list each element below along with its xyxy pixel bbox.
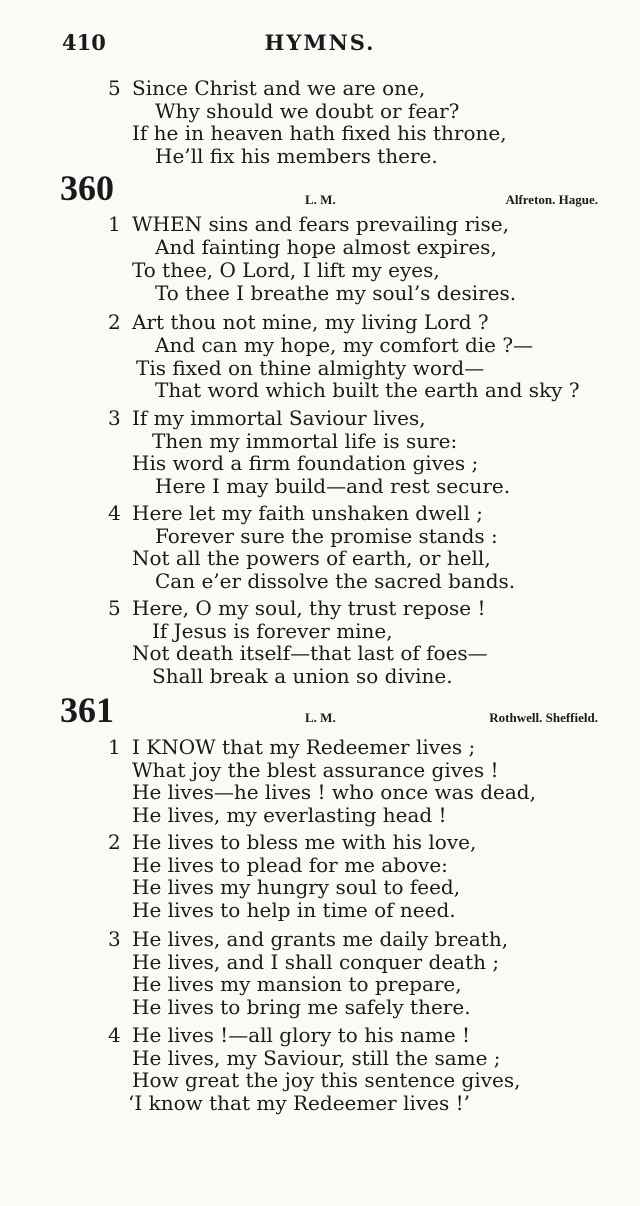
hymn-line: WHEN sins and fears prevailing rise, (132, 212, 509, 236)
hymn-line: Since Christ and we are one, (132, 76, 426, 100)
stanza-number: 2 (108, 310, 121, 334)
hymn-line: If my immortal Saviour lives, (132, 406, 426, 430)
hymn-line: Can e’er dissolve the sacred bands. (155, 569, 516, 593)
stanza-number: 2 (108, 830, 121, 854)
hymn-line: Art thou not mine, my living Lord ? (132, 310, 489, 334)
hymn-line: He lives to bless me with his love, (132, 830, 477, 854)
hymn-tunes: Rothwell. Sheffield. (489, 710, 598, 725)
hymn-line: Then my immortal life is sure: (152, 429, 458, 453)
hymn-meter: L. M. (305, 710, 336, 725)
hymn-line: He lives my hungry soul to feed, (132, 875, 461, 899)
stanza-number: 4 (108, 1023, 121, 1047)
hymn-line: Why should we doubt or fear? (155, 99, 460, 123)
hymn-line: He lives—he lives ! who once was dead, (132, 780, 536, 804)
hymn-line: If he in heaven hath fixed his throne, (132, 121, 507, 145)
hymn-line: Forever sure the promise stands : (155, 524, 498, 548)
hymn-line: To thee I breathe my soul’s desires. (155, 281, 517, 305)
running-title: HYMNS. (264, 30, 376, 55)
stanza-number: 4 (108, 501, 121, 525)
stanza-number: 5 (108, 76, 121, 100)
hymn-line: He lives, my Saviour, still the same ; (132, 1046, 501, 1070)
hymn-line: If Jesus is forever mine, (152, 619, 393, 643)
hymn-line: He lives my mansion to prepare, (132, 972, 462, 996)
hymn-line: He lives to bring me safely there. (132, 995, 471, 1019)
page-header (0, 30, 640, 62)
hymn-line: That word which built the earth and sky ? (155, 378, 580, 402)
hymn-line: Tis fixed on thine almighty word— (136, 356, 485, 380)
hymn-line: Shall break a union so divine. (152, 664, 453, 688)
hymn-line: And fainting hope almost expires, (155, 235, 497, 259)
hymn-number: 361 (60, 690, 114, 730)
page-number: 410 (62, 30, 106, 55)
hymn-line: Not all the powers of earth, or hell, (132, 546, 491, 570)
hymn-line: He lives to plead for me above: (132, 853, 448, 877)
hymn-line: Here, O my soul, thy trust repose ! (132, 596, 486, 620)
stanza-number: 5 (108, 596, 121, 620)
hymn-line: He lives, and grants me daily breath, (132, 927, 509, 951)
hymn-line: His word a firm foundation gives ; (132, 451, 479, 475)
stanza-number: 3 (108, 406, 121, 430)
hymn-line: He lives to help in time of need. (132, 898, 456, 922)
hymn-line: To thee, O Lord, I lift my eyes, (132, 258, 440, 282)
hymn-line: He lives !—all glory to his name ! (132, 1023, 471, 1047)
hymn-line: Here let my faith unshaken dwell ; (132, 501, 483, 525)
hymn-line: He’ll fix his members there. (155, 144, 438, 168)
hymn-line: Not death itself—that last of foes— (132, 641, 488, 665)
hymn-tunes: Alfreton. Hague. (505, 192, 598, 207)
hymn-line: He lives, my everlasting head ! (132, 803, 447, 827)
hymn-line: What joy the blest assurance gives ! (132, 758, 499, 782)
stanza-number: 1 (108, 212, 121, 236)
stanza-number: 1 (108, 735, 121, 759)
hymn-line: And can my hope, my comfort die ?— (155, 333, 534, 357)
hymn-line: How great the joy this sentence gives, (132, 1068, 521, 1092)
hymn-line: I KNOW that my Redeemer lives ; (132, 735, 476, 759)
hymn-meter: L. M. (305, 192, 336, 207)
stanza-number: 3 (108, 927, 121, 951)
hymn-line: Here I may build—and rest secure. (155, 474, 511, 498)
hymn-line: ‘I know that my Redeemer lives !’ (128, 1091, 471, 1115)
hymn-number: 360 (60, 168, 114, 208)
hymn-line: He lives, and I shall conquer death ; (132, 950, 500, 974)
